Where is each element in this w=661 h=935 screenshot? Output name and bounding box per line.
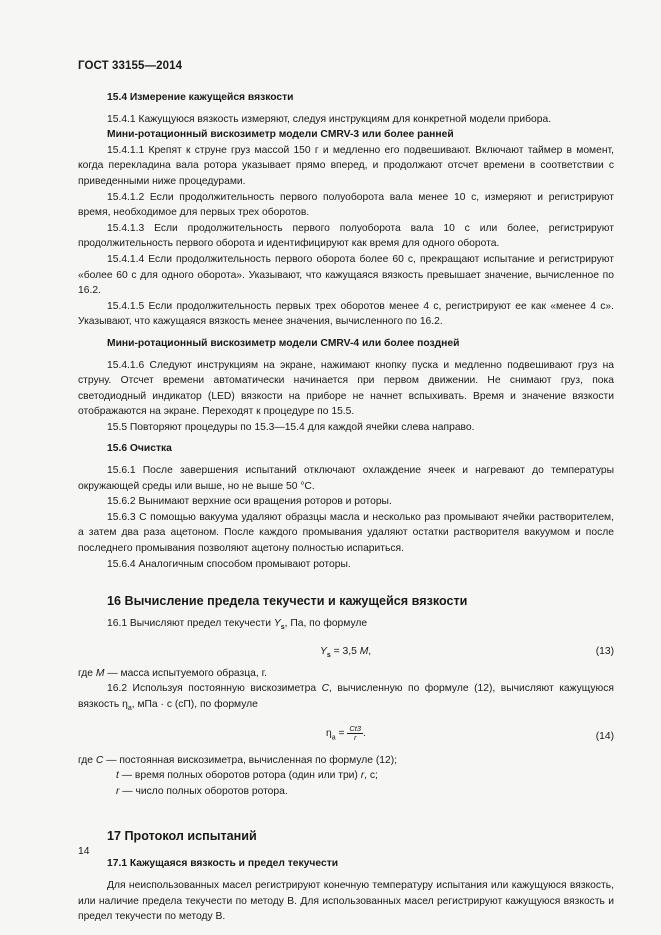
document-body	[78, 90, 614, 925]
formula-14-fraction: $\frac{Ct3}{r}$	[349, 723, 362, 742]
paragraph-15-4-1-6: 15.4.1.6 Следуют инструкциям на экране, нажимают кнопку пуска и медленно подвешивают груз на струну. Отсчет времени автоматически начинается при первом движении. Не снимают груз, пока светодиодный индикатор (LED) вязкости на приборе не начнет вспыхивать. Время и значение вязкости отображаются на экране. Переходят к процедуре по 15.5.	[78, 359, 614, 418]
heading-cmrv4: Мини-ротационный вискозиметр модели CMRV-4 или более поздней	[107, 337, 460, 349]
section-16-title: 16 Вычисление предела текучести и кажущейся вязкости	[107, 594, 468, 609]
formula-13-where: где M — масса испытуемого образца, г.	[78, 667, 267, 679]
section-15-4-title: 15.4 Измерение кажущейся вязкости	[107, 92, 294, 103]
definition-t: t — время полных оборотов ротора (один или три) r, с;	[116, 770, 378, 782]
paragraph-15-4-1-2: 15.4.1.2 Если продолжительность первого полуоборота вала менее 10 с, измеряют и регистрируют время, необходимое для первых трех оборотов.	[78, 191, 614, 219]
paragraph-15-6-1: 15.6.1 После завершения испытаний отключают охлаждение ячеек и нагревают до температуры окружающей среды или выше, но не выше 50 °С.	[78, 465, 614, 492]
formula-13-expression: $Y_s = 3,5$ M,	[320, 645, 372, 659]
formula-14	[78, 723, 614, 749]
section-17-1-title: 17.1 Кажущаяся вязкость и предел текучести	[107, 858, 339, 870]
paragraph-15-4-1-5: 15.4.1.5 Если продолжительность первых трех оборотов менее 4 с, регистрируют ее как «менее 4 с». Указывают, что кажущаяся вязкость менее значения, вычисленного по 16.2.	[78, 300, 614, 328]
paragraph-16-2: 16.2 Используя постоянную вискозиметра C, вычисленную по формуле (12), вычисляют кажущуюся вязкость $\eta_a$, мПа · с (сП), по формуле	[78, 683, 614, 713]
paragraph-15-5: 15.5 Повторяют процедуры по 15.3—15.4 для каждой ячейки слева направо.	[107, 421, 475, 433]
paragraph-15-6-2: 15.6.2 Вынимают верхние оси вращения роторов и роторы.	[107, 496, 392, 508]
paragraph-15-6-4: 15.6.4 Аналогичным способом промывают роторы.	[107, 558, 351, 570]
section-15-6-title: 15.6 Очистка	[107, 443, 172, 455]
formula-14-expression: $\eta_a$ = $\frac{Ct3}{r}$ .	[326, 723, 366, 742]
document-header: ГОСТ 33155—2014	[78, 60, 183, 72]
formula-14-number: (14)	[595, 730, 614, 742]
paragraph-15-4-1-4: 15.4.1.4 Если продолжительность первого оборота более 60 с, прекращают испытание и регистрируют «более 60 с для одного оборота». Указывают, что кажущаяся вязкость превышает значение, вычисленное по 16.2.	[78, 253, 614, 297]
paragraph-15-4-1-1: 15.4.1.1 Крепят к струне груз массой 150 г и медленно его подвешивают. Включают таймер в момент, когда перекладина вала ротора указывает прямо вперед, и продолжают отсчет времени в соответствии с приведенными ниже процедурами.	[78, 144, 614, 187]
formula-13	[78, 642, 614, 662]
paragraph-16-1: 16.1 Вычисляют предел текучести $Y_s$, Па, по формуле	[107, 618, 368, 632]
heading-cmrv3: Мини-ротационный вискозиметр модели CMRV-3 или более ранней	[107, 129, 454, 141]
paragraph-15-6-3: 15.6.3 С помощью вакуума удаляют образцы масла и несколько раз промывают ячейки растворителем, а затем два раза ацетоном. После каждого промывания удаляют остатки растворителя вакуумом и после последнего промывания позволяют ацетону полностью испариться.	[78, 511, 614, 555]
definition-r: r — число полных оборотов ротора.	[116, 785, 288, 797]
formula-13-number: (13)	[595, 645, 614, 657]
paragraph-15-4-1-3: 15.4.1.3 Если продолжительность первого полуоборота вала 10 с или более, регистрируют продолжительность первого оборота и идентифицируют как время для одного оборота.	[78, 222, 614, 250]
page-number: 14	[78, 846, 90, 857]
definition-C: где C — постоянная вискозиметра, вычисленная по формуле (12);	[78, 754, 398, 766]
paragraph-15-4-1: 15.4.1 Кажущуюся вязкость измеряют, следуя инструкциям для конкретной модели прибора.	[107, 113, 552, 125]
paragraph-17-1: Для неиспользованных масел регистрируют конечную температуру испытания или кажущуюся вязкость, или наличие предела текучести по методу В. Для использованных масел регистрируют кажущуюся вязкость и предел текучести по методу В.	[78, 880, 614, 923]
section-17-title: 17 Протокол испытаний	[107, 829, 257, 844]
